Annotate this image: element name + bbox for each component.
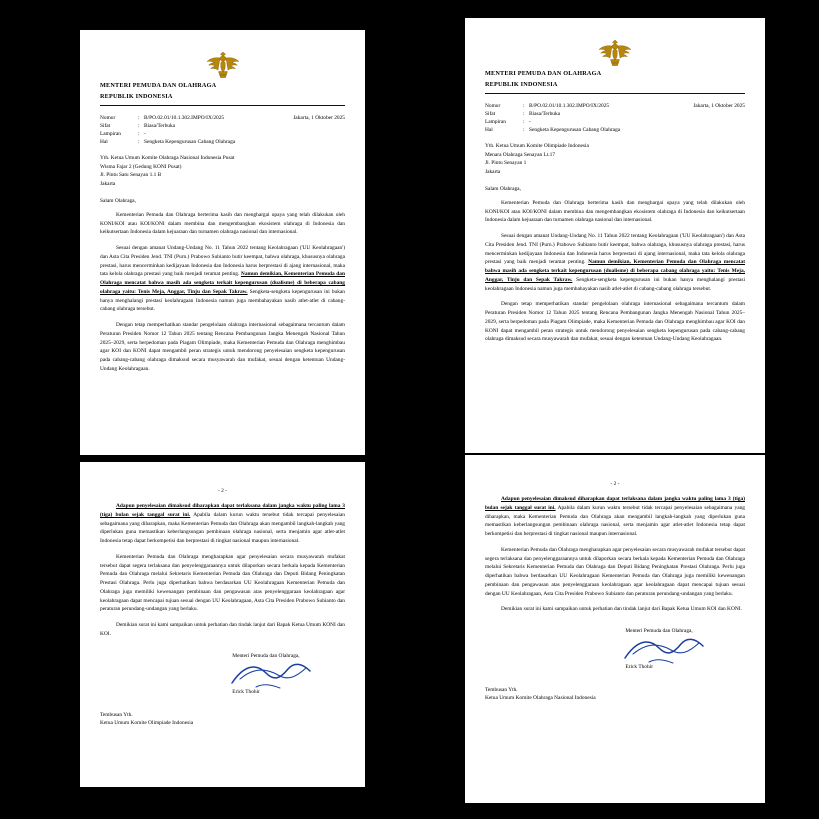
- meta-colon: :: [523, 119, 525, 126]
- meta-value-sifat: Biasa/Terbuka: [144, 123, 176, 130]
- meta-value-nomor: B/PO.02.01/10.1.302.IMPO/IX/2025: [529, 102, 610, 109]
- paragraph-1: Kementerian Pemuda dan Olahraga berterima kasih dan menghargai upaya yang telah dilakukan oleh KONI/KOI atau KOI/KONI dalam membina dan mengembangkan ekosistem olahraga di Indonesia dan keikutsertaan Indonesia dalam kejuaraan dan turnamen olahraga nasional dan internasional.: [100, 211, 345, 236]
- letterhead-line-1: MENTERI PEMUDA DAN OLAHRAGA: [100, 82, 217, 89]
- tembusan-block: [100, 711, 345, 727]
- meta-label-nomor: Nomor: [485, 102, 501, 109]
- meta-spacer: [272, 130, 345, 138]
- garuda-pancasila-emblem: [485, 38, 745, 68]
- recipient-address: [100, 154, 345, 188]
- paragraph-5: Kementerian Pemuda dan Olahraga mengharapkan agar penyelesaian secara musyawarah mufakat tersebut dapat segera terlaksana dan penyelenggaraannya untuk dilaporkan secara berkala kepada Kementerian Pemuda dan Olahraga melalui Sekretaris Kementerian Pemuda dan Olahraga dan Deputi Bidang Peningkatan Prestasi Olahraga. Perlu juga diperhatikan bahwa berdasarkan UU Keolahragaan Kementerian Pemuda dan Olahraga juga memiliki kewenangan pembinaan dan pengawasan atas penyelenggaraan keolahragaan agar keolahragaan dapat mencapai tujuan sesuai dengan UU Keolahragaan, Asta Cita Presiden Prabowo Subianto dan peraturan perundang-undangan yang berlaku.: [485, 546, 745, 597]
- paragraph-2-part-a: Sesuai dengan amanat Undang-Undang No. 11 Tahun 2022 tentang Keolahragaan ('UU Keolahragaan') dan Asta Cita Presiden Jend. TNI (Purn.) Prabowo Subianto butir keempat, bahwa olahraga, khususnya olahraga prestasi, harus mencerminkan kedijayaan Indonesia dan Indonesia harus berprestasi di ajang internasional, maka tata kelola olahraga prestasi yang baik menjadi teramat penting.: [485, 233, 745, 266]
- paragraph-2-part-a: Sesuai dengan amanat Undang-Undang No. 11 Tahun 2022 tentang Keolahragaan ('UU Keolahragaan') dan Asta Cita Presiden Jend. TNI (Purn.) Prabowo Subianto butir keempat, bahwa olahraga, khususnya olahraga prestasi, harus mencerminkan kedijayaan Indonesia dan Indonesia harus berprestasi di ajang internasional, maka tata kelola olahraga prestasi yang baik menjadi teramat penting.: [100, 245, 345, 278]
- paragraph-5: Kementerian Pemuda dan Olahraga mengharapkan agar penyelesaian secara musyawarah mufakat tersebut dapat segera terlaksana dan penyelenggaraannya untuk dilaporkan secara berkala kepada Kementerian Pemuda dan Olahraga melalui Sekretaris Kementerian Pemuda dan Olahraga dan Deputi Bidang Peningkatan Prestasi Olahraga. Perlu juga diperhatikan bahwa berdasarkan UU Keolahragaan Kementerian Pemuda dan Olahraga juga memiliki kewenangan pembinaan dan pengawasan atas penyelenggaraan keolahragaan agar keolahragaan dapat mencapai tujuan sesuai dengan UU Keolahragaan, Asta Cita Presiden Prabowo Subianto dan peraturan perundang-undangan yang berlaku.: [100, 553, 345, 613]
- meta-label-hal: Hal: [485, 127, 493, 134]
- meta-value-lampiran: -: [529, 119, 531, 126]
- handwritten-signature: [625, 634, 745, 664]
- paragraph-1: Kementerian Pemuda dan Olahraga berterima kasih dan menghargai upaya yang telah dilakukan oleh KONI/KOI atau KOI/KONI dalam membina dan mengembangkan ekosistem olahraga di Indonesia dan keikutsertaan Indonesia dalam kejuaraan dan turnamen olahraga nasional dan internasional.: [485, 199, 745, 224]
- meta-value-hal: Sengketa Kepengurusan Cabang Olahraga: [529, 127, 621, 134]
- paragraph-4-deadline: Adapun penyelesaian dimaksud diharapkan dapat terlaksana dalam jangka waktu paling lama 3 (tiga) bulan sejak tanggal surat ini.: [485, 496, 745, 511]
- meta-place-date: Jakarta, 1 Oktober 2025: [293, 114, 345, 121]
- paragraph-2: [485, 232, 745, 293]
- meta-colon: :: [523, 111, 525, 118]
- salutation: Salam Olahraga,: [100, 197, 136, 204]
- address-line: Jakarta: [485, 168, 501, 175]
- meta-row-nomor: [485, 102, 745, 110]
- paragraph-3: Dengan tetap memperhatikan standar pengelolaan olahraga internasional sebagaimana tercantum dalam Peraturan Presiden Nomor 12 Tahun 2025 tentang Rencana Pembangunan Jangka Menengah Nasional Tahun 2025–2029, serta berpedoman pada Piagam Olimpiade, maka Kementerian Pemuda dan Olahraga menghimbau agar KOI dan KONI dapat mengambil peran strategis untuk mendorong penyelesaian sengketa kepengurusan pada cabang-cabang olahraga dimaksud secara musyawarah dan mufakat, sesuai dengan ketentuan Undang-Undang Keolahragaan.: [100, 322, 345, 372]
- meta-colon: :: [523, 127, 525, 134]
- meta-row-lampiran: [485, 118, 745, 126]
- meta-spacer: [667, 118, 745, 126]
- paragraph-2: [100, 244, 345, 314]
- address-line: Wisma Fajar 2 (Gedung KONI Pusat): [100, 163, 182, 170]
- paragraph-6: Demikian surat ini kami sampaikan untuk perhatian dan tindak lanjut dari Bapak Ketua Umum KOI dan KONI.: [501, 606, 742, 613]
- address-line: Jl. Pintu Satu Senayan 1.1 B: [100, 172, 162, 179]
- address-line: Jakarta: [100, 180, 116, 187]
- address-line: Yth. Ketua Umum Komite Olahraga Nasional Indonesia Pusat: [100, 155, 235, 162]
- meta-row-sifat: [100, 122, 345, 130]
- address-line: Menara Olahraga Senayan Lt.17: [485, 151, 556, 158]
- signature-block: [485, 628, 745, 670]
- signature-title: Menteri Pemuda dan Olahraga,: [232, 652, 300, 659]
- garuda-pancasila-emblem: [100, 50, 345, 80]
- meta-spacer: [272, 138, 345, 146]
- meta-colon: :: [138, 123, 140, 130]
- tembusan-label: Tembusan Yth.: [485, 687, 518, 693]
- paragraph-3: Dengan tetap memperhatikan standar pengelolaan olahraga internasional sebagaimana tercantum dalam Peraturan Presiden Nomor 12 Tahun 2025 tentang Rencana Pembangunan Jangka Menengah Nasional Tahun 2025–2029, serta berpedoman pada Piagam Olimpiade, maka Kementerian Pemuda dan Olahraga menghimbau agar KOI dan KONI dapat mengambil peran strategis untuk mendorong penyelesaian sengketa kepengurusan pada cabang-cabang olahraga dimaksud secara musyawarah dan mufakat, sesuai dengan ketentuan Undang-Undang Keolahragaan.: [485, 301, 745, 343]
- meta-colon: :: [138, 139, 140, 146]
- signature-block: [100, 653, 345, 695]
- letterhead-line-2: REPUBLIK INDONESIA: [100, 92, 173, 100]
- meta-row-hal: [100, 138, 345, 146]
- paragraph-2-highlight: Namun demikian, Kementerian Pemuda dan Olahraga mencatat bahwa masih ada sengketa terkait kepengurusan (dualisme) di beberapa cabang olahraga yaitu: Tenis Meja, Anggar, Tinju dan Sepak Takraw.: [485, 259, 745, 283]
- letterhead-divider: [485, 93, 745, 94]
- meta-value-sifat: Biasa/Terbuka: [529, 111, 561, 118]
- paragraph-2-part-c: Sengketa-sengketa kepengurusan ini bukan hanya menghalangi prestasi keolahragaan Indonesia namun juga membahayakan nasib atlet-atlet di cabang-cabang olahraga tersebut.: [485, 276, 745, 292]
- meta-spacer: [667, 110, 745, 118]
- document-page-left-2: [80, 462, 365, 787]
- meta-value-hal: Sengketa Kepengurusan Cabang Olahraga: [144, 139, 236, 146]
- paragraph-4: [100, 502, 345, 546]
- meta-label-lampiran: Lampiran: [485, 119, 506, 126]
- meta-colon: :: [138, 131, 140, 138]
- document-page-left-1: [80, 30, 365, 455]
- meta-colon: :: [523, 102, 525, 109]
- handwritten-signature: [232, 659, 345, 689]
- address-line: Jl. Pintu Senayan 1: [485, 160, 527, 167]
- meta-value-lampiran: -: [144, 131, 146, 138]
- meta-spacer: [272, 122, 345, 130]
- page-number: - 2 -: [610, 481, 620, 487]
- meta-label-lampiran: Lampiran: [100, 131, 121, 138]
- recipient-address: [485, 142, 745, 176]
- document-page-right-1: [465, 18, 765, 453]
- document-page-right-2: [465, 455, 765, 803]
- letter-meta-table: [485, 102, 745, 134]
- paragraph-2-highlight: Namun demikian, Kementerian Pemuda dan Olahraga mencatat bahwa masih ada sengketa terkait kepengurusan (dualisme) di beberapa cabang olahraga yaitu: Tenis Meja, Anggar, Tinju dan Sepak Takraw.: [100, 271, 345, 295]
- meta-row-hal: [485, 126, 745, 134]
- paragraph-4-deadline: Adapun penyelesaian dimaksud diharapkan dapat terlaksana dalam jangka waktu paling lama 3 (tiga) bulan sejak tanggal surat ini.: [100, 503, 345, 518]
- paragraph-4-rest: Apabila dalam kurun waktu tersebut tidak tercapai penyelesaian sebagaimana yang diharapkan, maka Kementerian Pemuda dan Olahraga akan mengambil langkah-langkah yang diperlukan guna memastikan keberlangsungan pembinaan olahraga nasional, serta menjamin agar atlet-atlet Indonesia tetap dapat berkompetisi dan berprestasi di tingkat nasional maupun internasional.: [100, 511, 345, 544]
- letter-meta-table: [100, 114, 345, 146]
- meta-label-sifat: Sifat: [485, 111, 496, 118]
- meta-colon: :: [138, 114, 140, 121]
- signature-name: Erick Thohir: [625, 664, 653, 670]
- meta-value-nomor: B/PO.02.01/10.1.302.IMPO/IX/2025: [144, 114, 225, 121]
- tembusan-value: Ketua Umum Komite Olahraga Nasional Indonesia: [485, 695, 596, 702]
- letterhead-divider: [100, 105, 345, 106]
- letterhead-line-1: MENTERI PEMUDA DAN OLAHRAGA: [485, 70, 602, 77]
- paragraph-4-rest: Apabila dalam kurun waktu tersebut tidak tercapai penyelesaian sebagaimana yang diharapkan, maka Kementerian Pemuda dan Olahraga akan mengambil langkah-langkah yang diperlukan guna memastikan keberlangsungan pembinaan olahraga nasional, serta menjamin agar atlet-atlet Indonesia tetap dapat berkompetisi dan berprestasi di tingkat nasional maupun internasional.: [485, 504, 746, 537]
- signature-name: Erick Thohir: [232, 688, 260, 695]
- paragraph-2-part-c: Sengketa-sengketa kepengurusan ini bukan hanya menghalangi prestasi keolahragaan Indonesia namun juga membahayakan nasib atlet-atlet di cabang-cabang olahraga tersebut.: [100, 288, 345, 313]
- tembusan-value: Ketua Umum Komite Olimpiade Indonesia: [100, 719, 194, 726]
- meta-place-date: Jakarta, 1 Oktober 2025: [693, 102, 745, 109]
- address-line: Yth. Ketua Umum Komite Olimpiade Indonesia: [485, 143, 589, 150]
- meta-label-nomor: Nomor: [100, 114, 116, 121]
- meta-label-hal: Hal: [100, 139, 108, 146]
- paragraph-6: Demikian surat ini kami sampaikan untuk perhatian dan tindak lanjut dari Bapak Ketua Umum KONI dan KOI.: [100, 622, 345, 637]
- meta-row-nomor: [100, 114, 345, 122]
- meta-spacer: [667, 126, 745, 134]
- tembusan-block: [485, 686, 745, 702]
- tembusan-label: Tembusan Yth.: [100, 711, 133, 718]
- meta-label-sifat: Sifat: [100, 123, 111, 130]
- paragraph-4: [485, 495, 745, 539]
- salutation: Salam Olahraga,: [485, 185, 521, 192]
- meta-row-sifat: [485, 110, 745, 118]
- meta-row-lampiran: [100, 130, 345, 138]
- letterhead-line-2: REPUBLIK INDONESIA: [485, 80, 558, 88]
- page-number: - 2 -: [218, 488, 227, 494]
- signature-title: Menteri Pemuda dan Olahraga,: [625, 628, 693, 634]
